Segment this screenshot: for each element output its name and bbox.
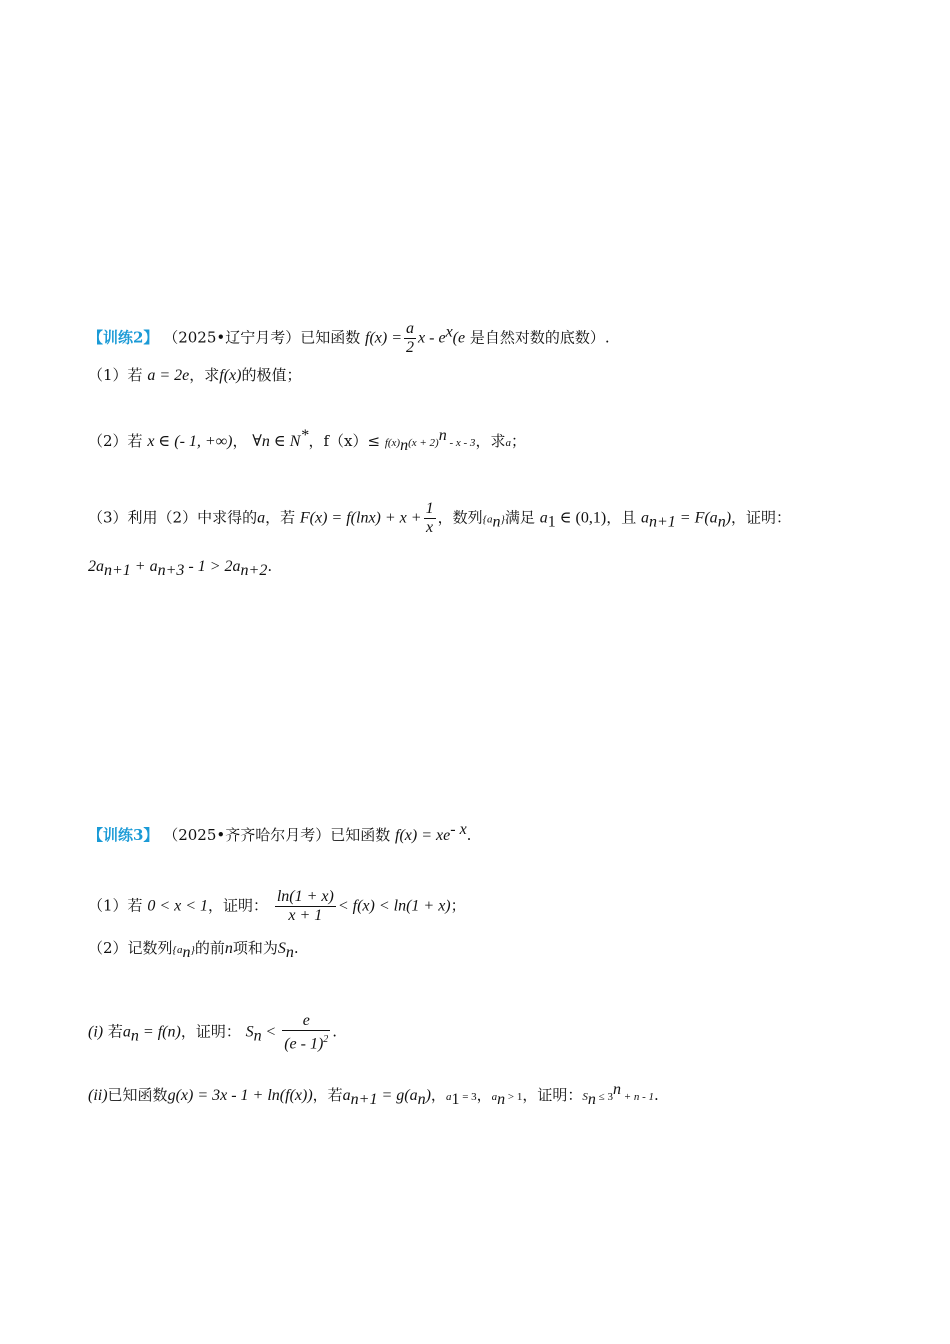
t3-pii-an: a [491, 1091, 498, 1103]
t3-part-i [88, 1012, 337, 1053]
t3-p2-S: S [277, 940, 286, 957]
t2-p2-rhs3: - x - 3 [446, 437, 476, 449]
t3-pi-frac [282, 1012, 330, 1053]
t3-pi-a-sub: n [130, 1027, 139, 1045]
t3-part1 [88, 888, 466, 925]
t2-p3-a1-sub: 1 [547, 513, 556, 531]
t2-p2-rhs-sup: n [438, 427, 447, 444]
t3-p2-end: . [293, 939, 299, 957]
t3-pii-an-rhs: > 1 [505, 1091, 523, 1103]
t3-p2-an-sub: n [182, 944, 191, 961]
t3-p1-den: x + 1 [288, 907, 323, 924]
t2-p3-sat: 满足 [504, 508, 535, 527]
t3-pi-label: (i) [88, 1023, 104, 1041]
t3-pii-S-rhs: ≤ 3 [595, 1091, 613, 1103]
t3-p2-n: n [224, 940, 233, 957]
t2-func-den: 2 [406, 339, 415, 356]
t2-p1-label: （1）若 [88, 366, 143, 384]
t3-pii-a1: a [445, 1091, 452, 1103]
t3-p1-end: ； [450, 896, 466, 915]
t3-pi-lt: < [266, 1023, 276, 1041]
t3-pi-S-sub: n [253, 1027, 262, 1045]
t2-p3-rec-rhs: = F(a [675, 509, 718, 527]
t2-p3-label: （3）利用（2）中求得的 [88, 508, 258, 527]
t3-pii-rec-sub2: n [417, 1091, 426, 1108]
t2-p2-semicolon: ； [510, 432, 526, 450]
t2-p3-ineq2-sub: n+3 [157, 562, 185, 579]
t3-pi-den: (e - 1) [284, 1035, 324, 1053]
t2-p2-rhs-sub: n [400, 437, 409, 454]
t3-pii-prove: ，证明： [522, 1086, 583, 1104]
t2-part3-ineq [88, 556, 272, 581]
t2-p2-rhs1: f(x) [384, 437, 401, 449]
t3-p2-an-close: } [190, 944, 195, 956]
t2-p3-rec-close: ) [725, 509, 732, 527]
t3-pii-S: S [582, 1091, 588, 1103]
t2-p3-an-close: } [500, 513, 505, 526]
t2-p3-seq: ，数列 [437, 508, 483, 527]
t3-p2-an: {a [172, 944, 183, 956]
t3-func-end: . [466, 826, 472, 844]
t2-p3-ineq2: + a [130, 558, 158, 575]
t3-p1-label: （1）若 [88, 896, 143, 915]
t2-p1-end: 的极值； [241, 366, 302, 384]
t3-pi-den-sup: 2 [323, 1034, 329, 1045]
t2-p1-cond: a = 2e [147, 367, 190, 384]
t2-p3-end: . [267, 557, 273, 575]
t2-func-sup: x [445, 323, 453, 341]
t2-p3-rec: a [640, 509, 649, 527]
t3-pii-if: ，若 [312, 1086, 343, 1104]
t3-pi-end: . [332, 1022, 338, 1041]
t3-p1-num: ln(1 + x) [276, 888, 334, 905]
t2-p3-frac-num: 1 [425, 500, 434, 517]
t3-p2-sum: 项和为 [232, 939, 278, 957]
t2-func-frac [404, 320, 416, 357]
t2-func-rhs: x - e [418, 329, 446, 347]
t3-pii-g: g(x) = 3x - 1 + ln(f(x)) [167, 1087, 313, 1104]
t2-p3-F: F(x) = f(lnx) + x + [299, 509, 422, 527]
t3-func: f(x) = xe [395, 827, 451, 844]
t2-p2-forall: ∀n ∈ N [252, 433, 301, 450]
t3-pii-S-sub: n [587, 1091, 596, 1108]
t2-p2-cond: x ∈ (- 1, +∞) [147, 433, 233, 450]
t2-p1-mid: ，求 [189, 366, 220, 384]
t2-p3-a1: a [539, 509, 548, 527]
t2-p2-fx: ，f（x）≤ [308, 432, 381, 450]
t2-p2-mid: ， [232, 432, 248, 450]
t2-func-lhs: f(x) = [365, 329, 403, 347]
t3-func-sup: - x [450, 821, 467, 838]
t3-pii-a1-sub: 1 [451, 1091, 460, 1108]
t2-p3-rec-sub: n+1 [648, 513, 676, 531]
t3-pii-c2: ， [476, 1086, 492, 1104]
t2-p3-a1-rhs: ∈ (0,1) [555, 509, 607, 527]
t2-p2-a: a [505, 437, 511, 449]
t3-part-ii [88, 1080, 659, 1110]
t3-header [88, 820, 471, 846]
t2-func-num: a [406, 320, 415, 337]
t3-source: （2025•齐齐哈尔月考）已知函数 [163, 826, 391, 844]
t2-p3-and: ，且 [606, 508, 637, 527]
t3-pii-S-sup: n [612, 1081, 621, 1098]
t2-p2-label: （2）若 [88, 432, 143, 450]
t2-part2 [88, 426, 526, 456]
t3-p1-rhs: < f(x) < ln(1 + x) [337, 897, 451, 915]
t3-pii-an-sub: n [497, 1091, 506, 1108]
t2-p2-end: ，求 [475, 432, 506, 450]
t2-tag: 【训练2】 [88, 328, 159, 347]
t3-pii-rec-rhs: = g(a [377, 1087, 418, 1104]
t2-desc: 是自然对数的底数）. [469, 328, 610, 347]
t2-p3-frac-den: x [426, 519, 434, 536]
t3-pi-eq: = f(n) [138, 1023, 181, 1041]
t2-header [88, 320, 610, 357]
t2-p3-a: a [257, 509, 266, 527]
t2-part1 [88, 365, 301, 386]
t3-pi-num: e [282, 1012, 330, 1031]
t3-p2-mid: 的前 [194, 939, 225, 957]
t2-p3-rec-sub2: n [717, 513, 726, 531]
t3-pii-rec-close: ) [425, 1087, 431, 1104]
t2-p3-ineq1: 2a [88, 558, 104, 575]
t3-tag: 【训练3】 [88, 826, 159, 844]
t3-pi-den-wrap [282, 1031, 330, 1053]
t3-p2-S-sub: n [285, 944, 294, 961]
t3-p2-label: （2）记数列 [88, 939, 173, 957]
t3-pii-label: (ii) [88, 1087, 108, 1104]
t2-p1-expr: f(x) [219, 367, 242, 384]
t2-p3-prove: ，证明： [731, 508, 792, 527]
t2-p3-if: ，若 [265, 508, 296, 527]
t3-pii-rec-sub: n+1 [350, 1091, 378, 1108]
t3-pii-S-tail: + n - 1 [620, 1091, 655, 1103]
t3-pii-a1-rhs: = 3 [459, 1091, 477, 1103]
t3-p1-prove: ，证明： [208, 896, 269, 915]
t2-p3-an: {a [482, 513, 493, 526]
t3-pii-rec: a [342, 1087, 351, 1104]
t2-p3-ineq3: - 1 > 2a [184, 558, 241, 575]
t3-p1-frac [275, 888, 336, 925]
t3-pii-end: . [654, 1086, 659, 1104]
t3-p1-cond: 0 < x < 1 [147, 897, 209, 915]
t3-pi-prove: ，证明： [180, 1022, 241, 1041]
t3-pii-c1: ， [430, 1086, 446, 1104]
t3-pi-S: S [245, 1023, 254, 1041]
t2-p3-ineq1-sub: n+1 [104, 562, 131, 579]
t2-p2-rhs2: (x + 2) [408, 437, 439, 449]
t2-part3 [88, 500, 791, 537]
t2-p3-frac [424, 500, 436, 537]
t3-pi-a: a [122, 1023, 131, 1041]
t2-source: （2025•辽宁月考）已知函数 [163, 328, 361, 347]
t2-p3-an-sub: n [492, 513, 501, 531]
t2-func-tail: (e [452, 329, 466, 347]
t3-pi-if: 若 [107, 1022, 123, 1041]
t2-p2-star: * [300, 427, 309, 444]
t3-part2 [88, 938, 299, 963]
t2-p3-ineq3-sub: n+2 [240, 562, 268, 579]
t3-pii-text: 已知函数 [107, 1086, 168, 1104]
